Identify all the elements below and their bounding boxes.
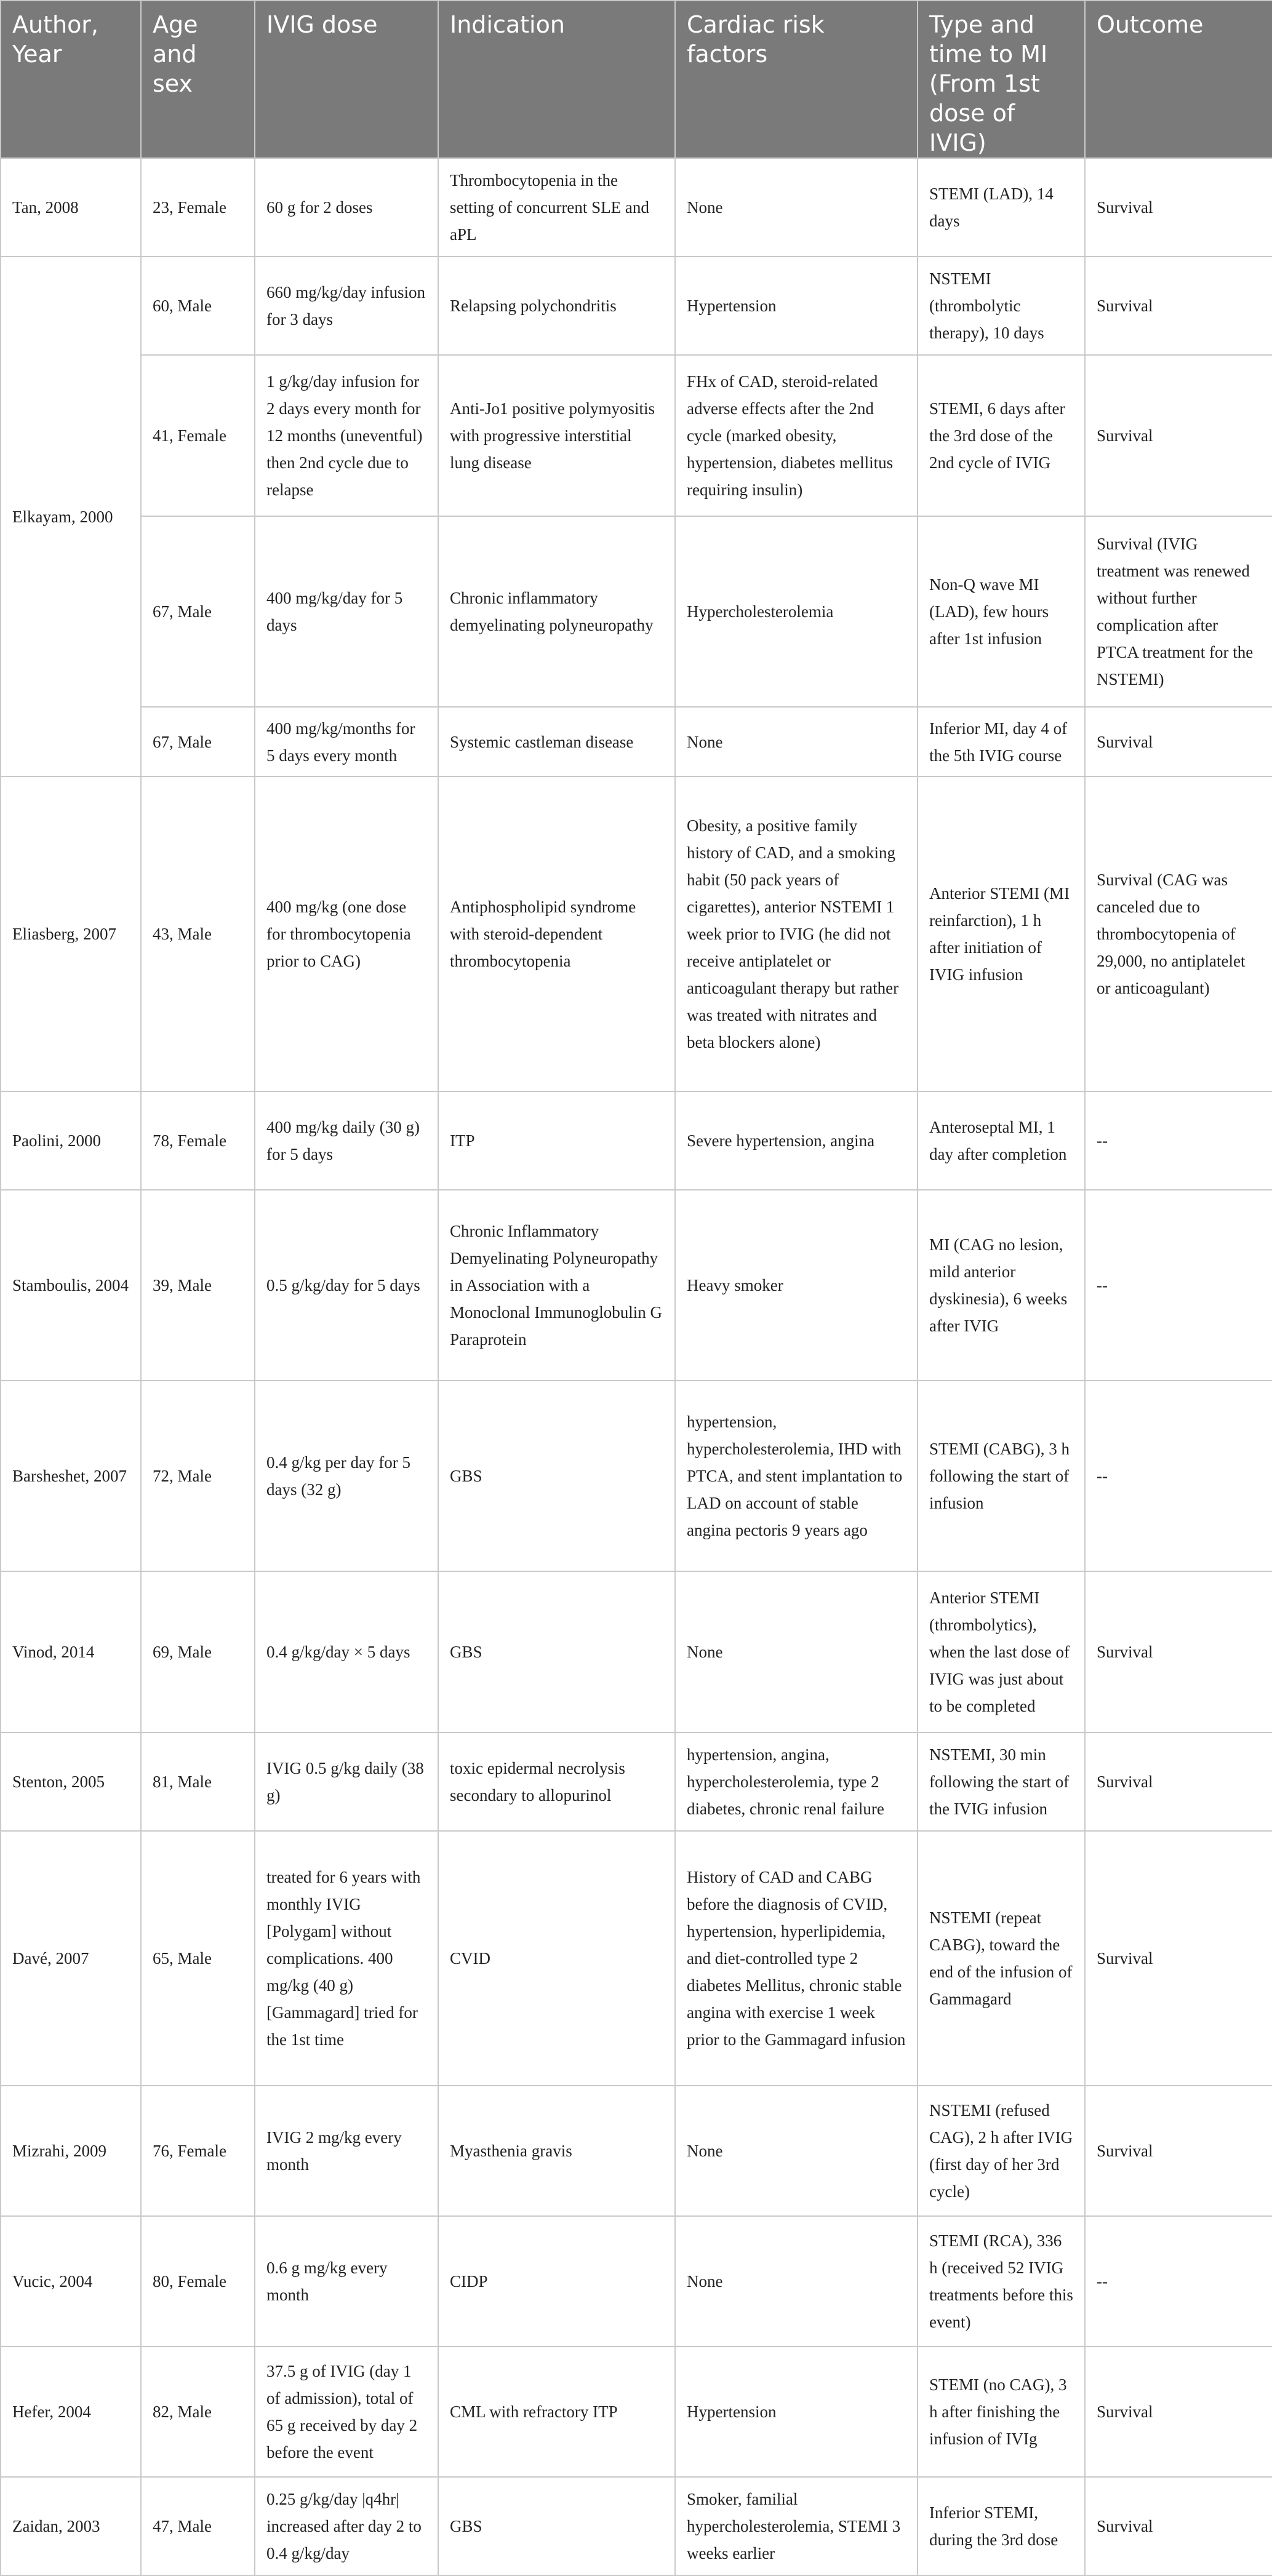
cell-risk-factors: None [675,1571,918,1733]
cell-author: Elkayam, 2000 [1,257,141,776]
cell-indication: GBS [438,1571,675,1733]
table-row [1,1091,1272,1190]
cell-author: Hefer, 2004 [1,2347,141,2477]
cell-outcome: Survival [1085,707,1272,776]
cell-indication: Thrombocytopenia in the setting of concurrent SLE and aPL [438,158,675,257]
cell-mi-type-time: MI (CAG no lesion, mild anterior dyskinesia), 6 weeks after IVIG [918,1190,1085,1381]
cell-age-sex: 81, Male [141,1733,255,1831]
cell-age-sex: 39, Male [141,1190,255,1381]
cell-risk-factors: Smoker, familial hypercholesterolemia, STEMI 3 weeks earlier [675,2477,918,2575]
cell-indication: toxic epidermal necrolysis secondary to allopurinol [438,1733,675,1831]
cell-dose: 400 mg/kg/day for 5 days [255,516,438,707]
cell-mi-type-time: NSTEMI (thrombolytic therapy), 10 days [918,257,1085,355]
cell-indication: CIDP [438,2216,675,2347]
cell-dose: 660 mg/kg/day infusion for 3 days [255,257,438,355]
cell-age-sex: 78, Female [141,1091,255,1190]
cell-dose: 400 mg/kg (one dose for thrombocytopenia prior to CAG) [255,776,438,1091]
col-header-indication: Indication [438,1,675,158]
cell-age-sex: 80, Female [141,2216,255,2347]
cell-risk-factors: hypertension, hypercholesterolemia, IHD with PTCA, and stent implantation to LAD on account of stable angina pectoris 9 years ago [675,1381,918,1571]
cell-outcome: Survival [1085,1571,1272,1733]
table-row [1,1571,1272,1733]
table-row [1,158,1272,257]
table-row [1,1733,1272,1831]
cell-outcome: Survival [1085,2477,1272,2575]
cell-author: Tan, 2008 [1,158,141,257]
cell-dose: IVIG 2 mg/kg every month [255,2086,438,2216]
cell-mi-type-time: STEMI (LAD), 14 days [918,158,1085,257]
cell-outcome: -- [1085,1381,1272,1571]
cell-risk-factors: hypertension, angina, hypercholesterolemia, type 2 diabetes, chronic renal failure [675,1733,918,1831]
cell-mi-type-time: Anterior STEMI (thrombolytics), when the last dose of IVIG was just about to be completed [918,1571,1085,1733]
table-row [1,355,1272,516]
cell-risk-factors: None [675,158,918,257]
cell-outcome: -- [1085,2216,1272,2347]
cell-mi-type-time: Anteroseptal MI, 1 day after completion [918,1091,1085,1190]
table-row [1,1831,1272,2086]
table-row [1,1190,1272,1381]
cell-author: Vucic, 2004 [1,2216,141,2347]
cell-mi-type-time: NSTEMI (refused CAG), 2 h after IVIG (first day of her 3rd cycle) [918,2086,1085,2216]
cell-age-sex: 82, Male [141,2347,255,2477]
cell-age-sex: 41, Female [141,355,255,516]
table-header-row [1,1,1272,158]
cell-indication: GBS [438,2477,675,2575]
cell-indication: CVID [438,1831,675,2086]
cell-mi-type-time: STEMI, 6 days after the 3rd dose of the 2nd cycle of IVIG [918,355,1085,516]
cell-age-sex: 43, Male [141,776,255,1091]
cell-dose: 60 g for 2 doses [255,158,438,257]
cell-mi-type-time: Anterior STEMI (MI reinfarction), 1 h after initiation of IVIG infusion [918,776,1085,1091]
cell-indication: Relapsing polychondritis [438,257,675,355]
cell-mi-type-time: STEMI (CABG), 3 h following the start of infusion [918,1381,1085,1571]
col-header-author-year: Author, Year [1,1,141,158]
cell-dose: 400 mg/kg/months for 5 days every month [255,707,438,776]
cell-author: Stamboulis, 2004 [1,1190,141,1381]
cell-age-sex: 67, Male [141,707,255,776]
cell-mi-type-time: NSTEMI, 30 min following the start of the IVIG infusion [918,1733,1085,1831]
cell-outcome: -- [1085,1091,1272,1190]
table-row [1,707,1272,776]
cell-author: Zaidan, 2003 [1,2477,141,2575]
cell-dose: 0.4 g/kg/day × 5 days [255,1571,438,1733]
cell-indication: CML with refractory ITP [438,2347,675,2477]
cell-risk-factors: Hypertension [675,2347,918,2477]
cell-risk-factors: Hypercholesterolemia [675,516,918,707]
table-row [1,516,1272,707]
cell-mi-type-time: Inferior MI, day 4 of the 5th IVIG course [918,707,1085,776]
cell-indication: Anti-Jo1 positive polymyositis with progressive interstitial lung disease [438,355,675,516]
cell-dose: treated for 6 years with monthly IVIG [Polygam] without complications. 400 mg/kg (40 g) [Gammagard] tried for the 1st time [255,1831,438,2086]
table-row [1,1381,1272,1571]
cell-dose: IVIG 0.5 g/kg daily (38 g) [255,1733,438,1831]
cell-age-sex: 60, Male [141,257,255,355]
cell-risk-factors: None [675,2086,918,2216]
cell-age-sex: 23, Female [141,158,255,257]
table-row [1,2216,1272,2347]
cell-risk-factors: None [675,2216,918,2347]
cell-age-sex: 65, Male [141,1831,255,2086]
col-header-age-sex: Age and sex [141,1,255,158]
table-row [1,2347,1272,2477]
cell-risk-factors: History of CAD and CABG before the diagnosis of CVID, hypertension, hyperlipidemia, and diet-controlled type 2 diabetes Mellitus, chronic stable angina with exercise 1 week prior to the Gammagard infusion [675,1831,918,2086]
cell-dose: 0.25 g/kg/day |q4hr| increased after day 2 to 0.4 g/kg/day [255,2477,438,2575]
cell-indication: Chronic inflammatory demyelinating polyneuropathy [438,516,675,707]
cell-outcome: Survival [1085,158,1272,257]
table-row [1,2477,1272,2575]
cell-outcome: -- [1085,1190,1272,1381]
cell-mi-type-time: NSTEMI (repeat CABG), toward the end of the infusion of Gammagard [918,1831,1085,2086]
cell-indication: Myasthenia gravis [438,2086,675,2216]
cell-outcome: Survival [1085,1831,1272,2086]
cell-outcome: Survival [1085,257,1272,355]
col-header-outcome: Outcome [1085,1,1272,158]
cell-dose: 1 g/kg/day infusion for 2 days every month for 12 months (uneventful) then 2nd cycle due to relapse [255,355,438,516]
cell-indication: Chronic Inflammatory Demyelinating Polyneuropathy in Association with a Monoclonal Immunoglobulin G Paraprotein [438,1190,675,1381]
cell-age-sex: 67, Male [141,516,255,707]
col-header-ivig-dose: IVIG dose [255,1,438,158]
cell-author: Paolini, 2000 [1,1091,141,1190]
cell-age-sex: 72, Male [141,1381,255,1571]
cell-dose: 37.5 g of IVIG (day 1 of admission), total of 65 g received by day 2 before the event [255,2347,438,2477]
cell-age-sex: 76, Female [141,2086,255,2216]
cell-indication: Systemic castleman disease [438,707,675,776]
cell-mi-type-time: Non-Q wave MI (LAD), few hours after 1st infusion [918,516,1085,707]
cell-author: Vinod, 2014 [1,1571,141,1733]
col-header-mi-type-time: Type and time to MI (From 1st dose of IVIG) [918,1,1085,158]
cell-outcome: Survival (IVIG treatment was renewed without further complication after PTCA treatment for the NSTEMI) [1085,516,1272,707]
cell-risk-factors: None [675,707,918,776]
cell-mi-type-time: STEMI (RCA), 336 h (received 52 IVIG treatments before this event) [918,2216,1085,2347]
table-row [1,257,1272,355]
cell-outcome: Survival [1085,1733,1272,1831]
cell-dose: 0.6 g mg/kg every month [255,2216,438,2347]
cell-author: Mizrahi, 2009 [1,2086,141,2216]
cell-risk-factors: Heavy smoker [675,1190,918,1381]
cell-mi-type-time: STEMI (no CAG), 3 h after finishing the infusion of IVIg [918,2347,1085,2477]
cell-risk-factors: FHx of CAD, steroid-related adverse effects after the 2nd cycle (marked obesity, hypertension, diabetes mellitus requiring insulin) [675,355,918,516]
cell-dose: 0.5 g/kg/day for 5 days [255,1190,438,1381]
cell-risk-factors: Severe hypertension, angina [675,1091,918,1190]
cell-age-sex: 47, Male [141,2477,255,2575]
table-row [1,2086,1272,2216]
cell-mi-type-time: Inferior STEMI, during the 3rd dose [918,2477,1085,2575]
col-header-cardiac-risk-factors: Cardiac risk factors [675,1,918,158]
cell-dose: 400 mg/kg daily (30 g) for 5 days [255,1091,438,1190]
cell-age-sex: 69, Male [141,1571,255,1733]
table-row [1,776,1272,1091]
cell-indication: ITP [438,1091,675,1190]
cell-risk-factors: Hypertension [675,257,918,355]
cell-indication: GBS [438,1381,675,1571]
cell-outcome: Survival (CAG was canceled due to thrombocytopenia of 29,000, no antiplatelet or anticoagulant) [1085,776,1272,1091]
cell-author: Stenton, 2005 [1,1733,141,1831]
cell-author: Davé, 2007 [1,1831,141,2086]
cell-indication: Antiphospholipid syndrome with steroid-dependent thrombocytopenia [438,776,675,1091]
cell-author: Barsheshet, 2007 [1,1381,141,1571]
cell-risk-factors: Obesity, a positive family history of CAD, and a smoking habit (50 pack years of cigarettes), anterior NSTEMI 1 week prior to IVIG (he did not receive antiplatelet or anticoagulant therapy but rather was treated with nitrates and beta blockers alone) [675,776,918,1091]
cell-outcome: Survival [1085,2086,1272,2216]
cell-author: Eliasberg, 2007 [1,776,141,1091]
cell-outcome: Survival [1085,355,1272,516]
cell-dose: 0.4 g/kg per day for 5 days (32 g) [255,1381,438,1571]
cell-outcome: Survival [1085,2347,1272,2477]
